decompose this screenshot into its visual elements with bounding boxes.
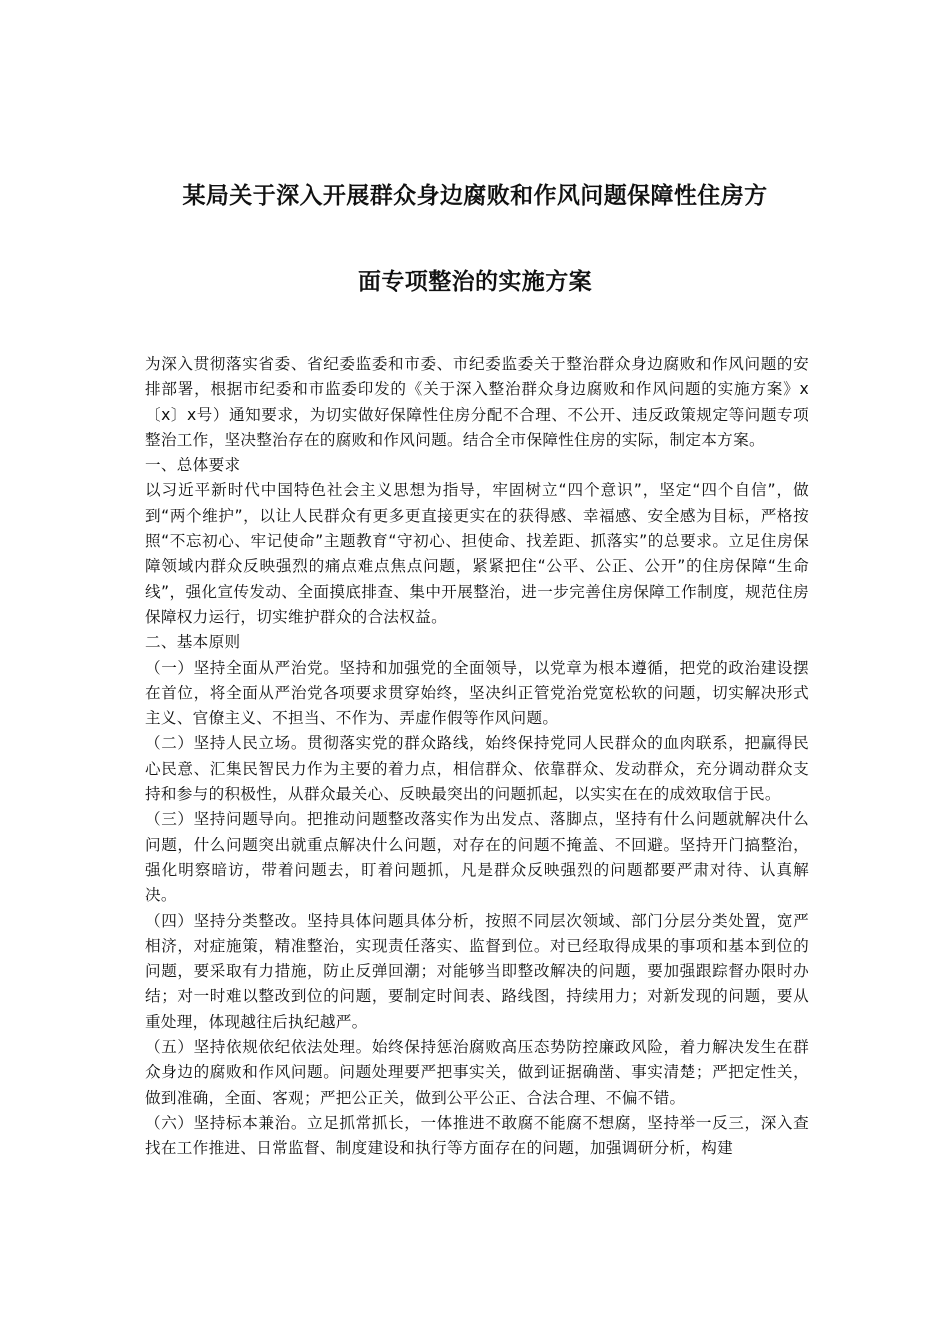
principle-4-paragraph: （四）坚持分类整改。坚持具体问题具体分析，按照不同层次领域、部门分层分类处置，宽严相济，对症施策，精准整治，实现责任落实、监督到位。对已经取得成果的事项和基本到位的问题，要采取有力措施，防止反弹回潮；对能够当即整改解决的问题，要加强跟踪督办限时办结；对一时难以整改到位的问题，要制定时间表、路线图，持续用力；对新发现的问题，要从重处理，体现越往后执纪越严。 <box>145 911 809 1031</box>
principle-1-paragraph: （一）坚持全面从严治党。坚持和加强党的全面领导，以党章为根本遵循，把党的政治建设摆在首位，将全面从严治党各项要求贯穿始终，坚决纠正管党治党宽松软的问题，切实解决形式主义、官僚主义、不担当、不作为、弄虚作假等作风问题。 <box>145 658 809 728</box>
document-body <box>145 352 809 1162</box>
principle-2-paragraph: （二）坚持人民立场。贯彻落实党的群众路线，始终保持党同人民群众的血肉联系，把赢得民心民意、汇集民智民力作为主要的着力点，相信群众、依靠群众、发动群众，充分调动群众支持和参与的积极性，从群众最关心、反映最突出的问题抓起，以实实在在的成效取信于民。 <box>145 734 809 804</box>
paragraph-general-requirements: 以习近平新时代中国特色社会主义思想为指导，牢固树立“四个意识”，坚定“四个自信”，做到“两个维护”，以让人民群众有更多更直接更实在的获得感、幸福感、安全感为目标，严格按照“不忘初心、牢记使命”主题教育“守初心、担使命、找差距、抓落实”的总要求。立足住房保障领域内群众反映强烈的痛点难点焦点问题，紧紧把住“公平、公正、公开”的住房保障“生命线”，强化宣传发动、全面摸底排查、集中开展整治，进一步完善住房保障工作制度，规范住房保障权力运行，切实维护群众的合法权益。 <box>145 481 809 626</box>
section-heading-general-requirements: 一、总体要求 <box>145 456 241 475</box>
document-title-line-2: 面专项整治的实施方案 <box>358 269 592 295</box>
intro-paragraph: 为深入贯彻落实省委、省纪委监委和市委、市纪委监委关于整治群众身边腐败和作风问题的安排部署，根据市纪委和市监委印发的《关于深入整治群众身边腐败和作风问题的实施方案》x〔x〕x号）通知要求，为切实做好保障性住房分配不合理、不公开、违反政策规定等问题专项整治工作，坚决整治存在的腐败和作风问题。结合全市保障性住房的实际，制定本方案。 <box>145 355 809 449</box>
section-heading-basic-principles: 二、基本原则 <box>145 633 241 652</box>
document-title-line-1: 某局关于深入开展群众身边腐败和作风问题保障性住房方 <box>182 183 768 209</box>
principle-6-paragraph: （六）坚持标本兼治。立足抓常抓长，一体推进不敢腐不能腐不想腐，坚持举一反三，深入查找在工作推进、日常监督、制度建设和执行等方面存在的问题，加强调研分析，构建 <box>145 1113 809 1158</box>
principle-3-paragraph: （三）坚持问题导向。把推动问题整改落实作为出发点、落脚点，坚持有什么问题就解决什么问题，什么问题突出就重点解决什么问题，对存在的问题不掩盖、不回避。坚持开门搞整治，强化明察暗访，带着问题去，盯着问题抓，凡是群众反映强烈的问题都要严肃对待、认真解决。 <box>145 810 809 905</box>
principle-5-paragraph: （五）坚持依规依纪依法处理。始终保持惩治腐败高压态势防控廉政风险，着力解决发生在群众身边的腐败和作风问题。问题处理要严把事实关，做到证据确凿、事实清楚；严把定性关，做到准确，全面、客观；严把公正关，做到公平公正、合法合理、不偏不错。 <box>145 1038 809 1107</box>
